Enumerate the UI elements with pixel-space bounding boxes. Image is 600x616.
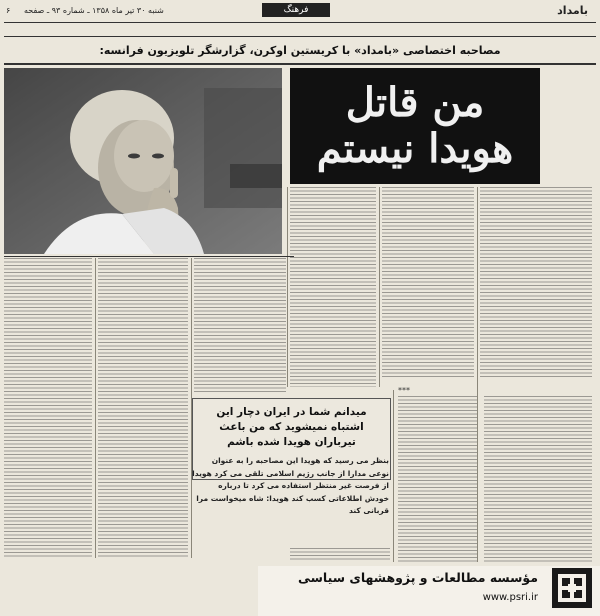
- column-2-top: [382, 187, 474, 377]
- page-number: ۶: [6, 6, 11, 15]
- date-line: شنبه ۳۰ تیر ماه ۱۳۵۸ ـ شماره ۹۳ ـ صفحه: [24, 6, 164, 15]
- column-divider: [393, 390, 394, 562]
- header-rule: [4, 22, 596, 23]
- archive-logo-icon: [552, 568, 592, 608]
- archive-org-name: مؤسسه مطالعات و پژوهشهای سیاسی: [297, 570, 538, 585]
- newspaper-brand: بامداد: [557, 4, 588, 17]
- column-divider: [287, 187, 288, 387]
- right-column-top: [480, 187, 592, 377]
- headline-line-1: من قاتل: [345, 79, 485, 126]
- pull-quote-text: میدانم شما در ایران دچار این اشتباه نمیشوید که من باعث تیرباران هویدا شده باشم: [216, 406, 367, 448]
- column-divider: [95, 258, 96, 558]
- column-3-bottom: [290, 548, 390, 562]
- article-headline: [290, 68, 540, 184]
- column-8-bottom: [484, 396, 592, 562]
- portrait-image: [4, 68, 282, 254]
- archive-url: www.psri.ir: [482, 592, 538, 603]
- column-divider: [477, 187, 478, 562]
- photo-bottom-rule: [4, 256, 294, 257]
- column-3-top: [290, 187, 376, 387]
- column-divider: [379, 187, 380, 387]
- column-4: [194, 258, 286, 394]
- interviewee-photo: [4, 68, 282, 254]
- highlighted-paragraph: بنظر می رسید که هویدا این مصاحبه را به عنوان نوعی مدارا از جانب رژیم اسلامی تلقی می کرد هویدا از فرصت غیر منتظر استفاده می کرد تا درباره خودش اطلاعاتی کسب کند هویدا: شاه میخواست مرا قربانی کند: [192, 456, 389, 515]
- column-7-bottom: [398, 396, 478, 562]
- section-separator: ***: [398, 386, 410, 395]
- article-subhead: مصاحبه اختصاصی «بامداد» با کریستین اوکرن، گزارشگر تلویزیون فرانسه:: [4, 36, 596, 65]
- section-label: فرهنگ: [262, 3, 330, 17]
- column-5: [98, 258, 188, 558]
- headline-line-2: هویدا نیستم: [316, 125, 514, 172]
- column-6: [4, 258, 92, 558]
